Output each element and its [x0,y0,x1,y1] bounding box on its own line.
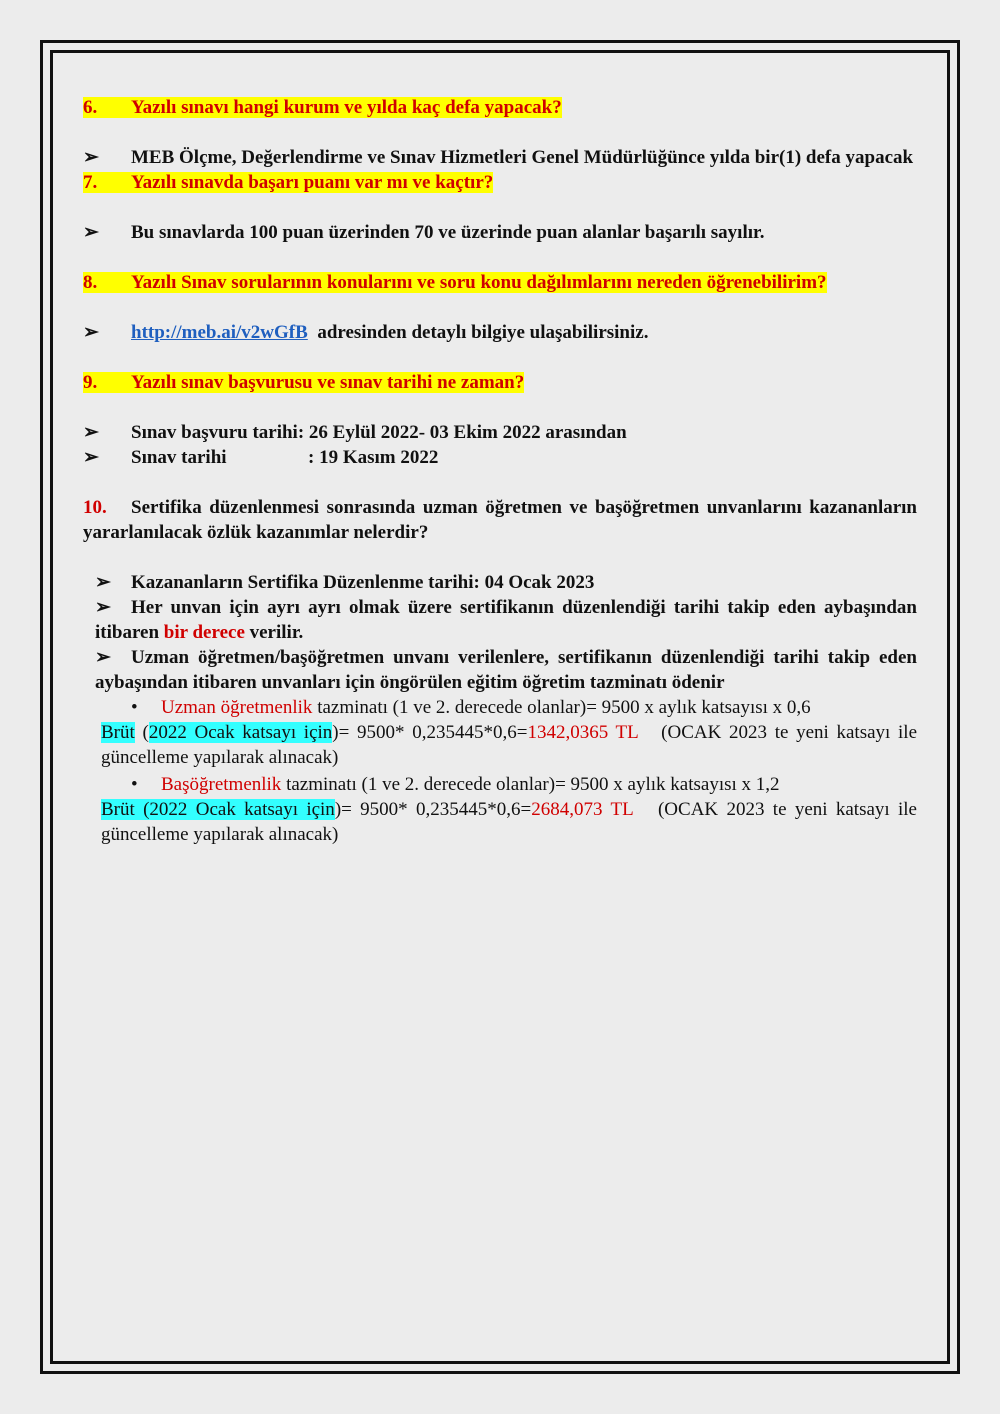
uzman-formula: tazminatı (1 ve 2. derecede olanlar)= 9500 x aylık katsayısı x 0,6 [317,697,811,718]
uzman-amount: 1342,0365 TL [527,722,639,743]
dot-bullet-icon: • [131,774,138,795]
uzman-note: (OCAK 2023 te yeni katsayı ile güncelleme yapılarak alınacak) [101,722,918,768]
answer-6 [83,145,917,170]
uzman-line [131,695,917,720]
allowance-details [101,695,917,847]
bas-calc-text: )= 9500* 0,235445*0,6= [334,799,532,820]
question-number: 8. [83,272,98,293]
arrow-bullet-icon: ➢ [83,422,99,443]
benefit-text-end: verilir. [249,622,304,643]
benefit-allowance [95,645,917,695]
benefit-degree [95,595,917,645]
question-number: 9. [83,372,98,393]
answer-text: adresinden detaylı bilgiye ulaşabilirsiniz. [317,322,649,343]
question-text: Yazılı sınavı hangi kurum ve yılda kaç defa yapacak? [131,97,562,118]
question-text: Yazılı sınavda başarı puanı var mı ve kaçtır? [131,172,494,193]
question-8 [83,270,917,295]
benefit-highlight-red: bir derece [163,622,245,643]
question-9-highlight [83,372,524,393]
exam-date-row [83,445,917,470]
question-8-highlight [83,272,827,293]
apply-date-row [83,420,917,445]
apply-date-value: : 26 Eylül 2022- 03 Ekim 2022 arasından [297,422,627,443]
uzman-katsayi: 2022 Ocak katsayı için [148,722,333,743]
benefits-list [95,570,917,847]
exam-date-label: Sınav tarihi [131,447,227,468]
question-number: 10. [83,497,107,518]
uzman-label: Uzman öğretmenlik [161,697,313,718]
arrow-bullet-icon: ➢ [95,572,111,593]
arrow-bullet-icon: ➢ [83,147,99,168]
benefit-certificate-date [95,570,917,595]
bas-amount: 2684,073 TL [531,799,633,820]
meb-link[interactable]: http://meb.ai/v2wGfB [131,322,308,343]
arrow-bullet-icon: ➢ [95,597,111,618]
bas-note: (OCAK 2023 te yeni katsayı ile güncelleme yapılarak alınacak) [101,799,917,845]
bas-katsayi: Brüt (2022 Ocak katsayı için [101,799,335,820]
answer-text: Bu sınavlarda 100 puan üzerinden 70 ve üzerinde puan alanlar başarılı sayılır. [131,222,765,243]
answer-7 [83,220,917,245]
question-text: Yazılı Sınav sorularının konularını ve soru konu dağılımlarını nereden öğrenebilirim? [131,272,827,293]
apply-date-label: Sınav başvuru tarihi [131,422,298,443]
uzman-calc [101,720,917,770]
dot-bullet-icon: • [131,697,138,718]
bas-line [131,772,917,797]
answer-text: MEB Ölçme, Değerlendirme ve Sınav Hizmetleri Genel Müdürlüğünce yılda bir(1) defa yapacak [131,147,914,168]
bas-calc [101,797,917,847]
uzman-brut: Brüt [101,722,135,743]
paren: ( [142,722,149,743]
exam-date-value: : 19 Kasım 2022 [308,447,439,468]
benefit-text: Kazananların Sertifika Düzenlenme tarihi: 04 Ocak 2023 [131,572,595,593]
question-7 [83,170,917,195]
question-text: Yazılı sınav başvurusu ve sınav tarihi ne zaman? [131,372,525,393]
uzman-calc-text: )= 9500* 0,235445*0,6= [332,722,528,743]
question-6-highlight [83,97,562,118]
bas-label: Başöğretmenlik [161,774,282,795]
question-9 [83,370,917,395]
bas-formula: tazminatı (1 ve 2. derecede olanlar)= 9500 x aylık katsayısı x 1,2 [286,774,780,795]
document-body [83,95,917,847]
question-10 [83,495,917,545]
arrow-bullet-icon: ➢ [95,647,111,668]
benefit-text: Her unvan için ayrı ayrı olmak üzere sertifikanın düzenlendiği tarihi takip eden aybaşından itibaren [95,597,917,643]
benefit-text: Uzman öğretmen/başöğretmen unvanı verilenlere, sertifikanın düzenlendiği tarihi takip eden aybaşından itibaren unvanları için öngörülen eğitim öğretim tazminatı ödenir [95,647,917,693]
question-7-highlight [83,172,493,193]
arrow-bullet-icon: ➢ [83,222,99,243]
question-6 [83,95,917,120]
question-number: 7. [83,172,98,193]
answer-8 [83,320,917,345]
question-text: Sertifika düzenlenmesi sonrasında uzman öğretmen ve başöğretmen unvanlarını kazananların yararlanılacak özlük kazanımlar nelerdir? [83,497,917,543]
arrow-bullet-icon: ➢ [83,447,99,468]
question-number: 6. [83,97,98,118]
arrow-bullet-icon: ➢ [83,322,99,343]
